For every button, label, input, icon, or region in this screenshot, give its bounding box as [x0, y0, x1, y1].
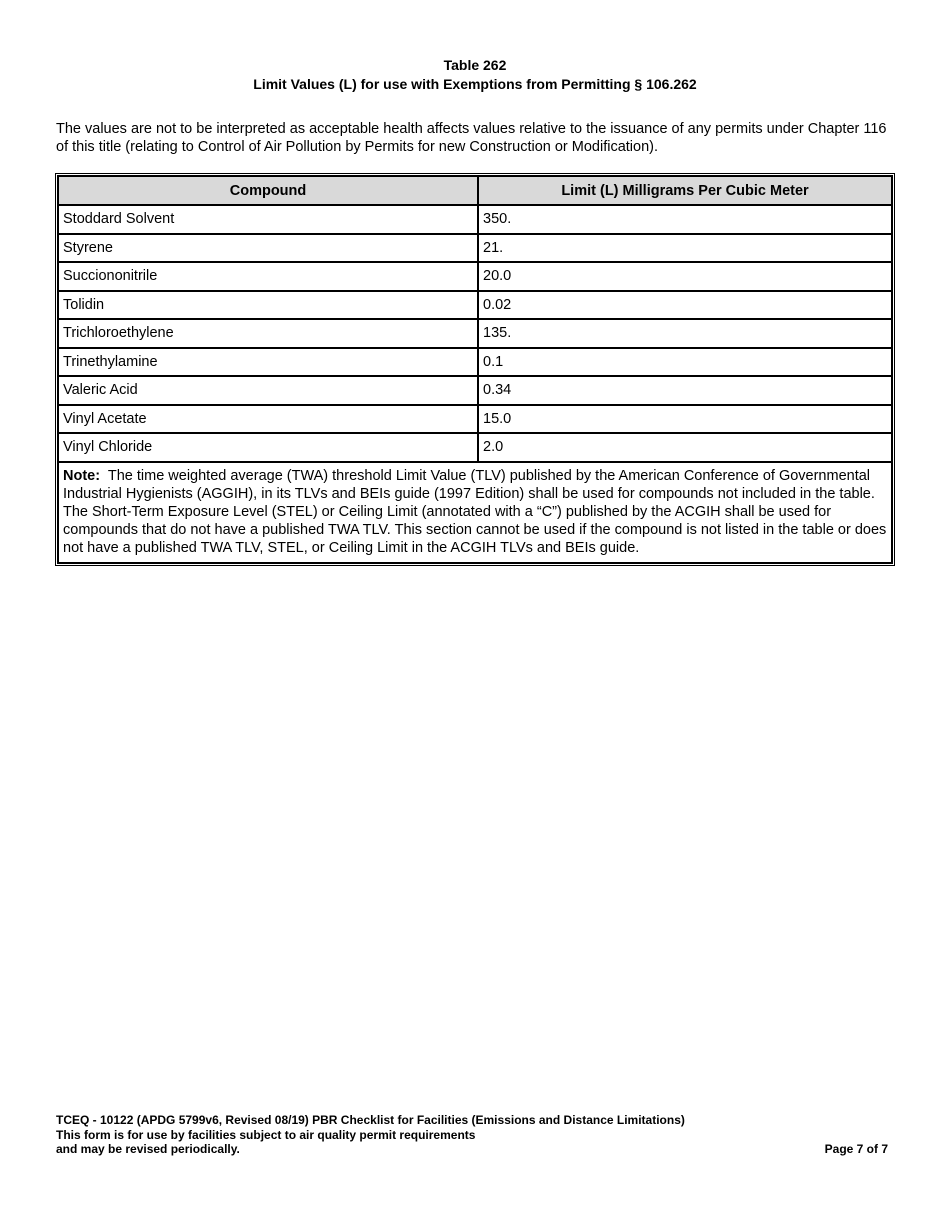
table-row [58, 319, 892, 348]
form-footer [56, 1113, 888, 1157]
limit-values-table [55, 173, 895, 566]
page-number: Page 7 of 7 [824, 1142, 888, 1156]
limit-cell: 350. [478, 205, 892, 234]
column-header-limit: Limit (L) Milligrams Per Cubic Meter [478, 176, 892, 205]
table-title: Limit Values (L) for use with Exemptions from Permitting § 106.262 [253, 76, 697, 92]
table-row [58, 262, 892, 291]
footer-usage-line: This form is for use by facilities subject to air quality permit requirements [56, 1127, 476, 1142]
limit-cell: 21. [478, 234, 892, 263]
compound-cell: Vinyl Acetate [58, 405, 478, 434]
limit-cell: 0.34 [478, 376, 892, 405]
table-row [58, 234, 892, 263]
compound-cell: Vinyl Chloride [58, 433, 478, 462]
table-row [58, 348, 892, 377]
table-row [58, 291, 892, 320]
table-header-row [58, 176, 892, 205]
table-number: Table 262 [443, 57, 507, 73]
note-row [58, 462, 892, 563]
footer-revision-line: and may be revised periodically. [56, 1142, 240, 1156]
footer-form-id: TCEQ - 10122 (APDG 5799v6, Revised 08/19) PBR Checklist for Facilities (Emissions and Distance Limitations) [56, 1113, 685, 1127]
compound-cell: Succiononitrile [58, 262, 478, 291]
limit-cell: 0.02 [478, 291, 892, 320]
limit-cell: 135. [478, 319, 892, 348]
column-header-compound: Compound [58, 176, 478, 205]
note-label: Note: [63, 467, 101, 484]
table-row [58, 376, 892, 405]
note-cell [58, 462, 892, 563]
compound-cell: Valeric Acid [58, 376, 478, 405]
limit-cell: 20.0 [478, 262, 892, 291]
compound-cell: Stoddard Solvent [58, 205, 478, 234]
table-row [58, 405, 892, 434]
table-row [58, 433, 892, 462]
compound-cell: Tolidin [58, 291, 478, 320]
compound-cell: Trinethylamine [58, 348, 478, 377]
table-row [58, 205, 892, 234]
document-title [0, 56, 950, 94]
limit-values-table-container [55, 173, 895, 566]
intro-paragraph: The values are not to be interpreted as acceptable health affects values relative to the issuance of any permits under Chapter 116 of this title (relating to Control of Air Pollution by Permits for new Construction or Modification). [56, 121, 887, 155]
limit-cell: 15.0 [478, 405, 892, 434]
limit-cell: 2.0 [478, 433, 892, 462]
limit-cell: 0.1 [478, 348, 892, 377]
note-text: The time weighted average (TWA) threshold Limit Value (TLV) published by the American Conference of Governmental Industrial Hygienists (AGGIH), in its TLVs and BEIs guide (1997 Edition) shall be used for compounds not included in the table. The Short-Term Exposure Level (STEL) or Ceiling Limit (annotated with a “C”) published by the ACGIH shall be used for compounds that do not have a published TWA TLV. This section cannot be used if the compound is not listed in the table or does not have a published TWA TLV, STEL, or Ceiling Limit in the ACGIH TLVs and BEIs guide. [63, 467, 887, 556]
compound-cell: Styrene [58, 234, 478, 263]
compound-cell: Trichloroethylene [58, 319, 478, 348]
